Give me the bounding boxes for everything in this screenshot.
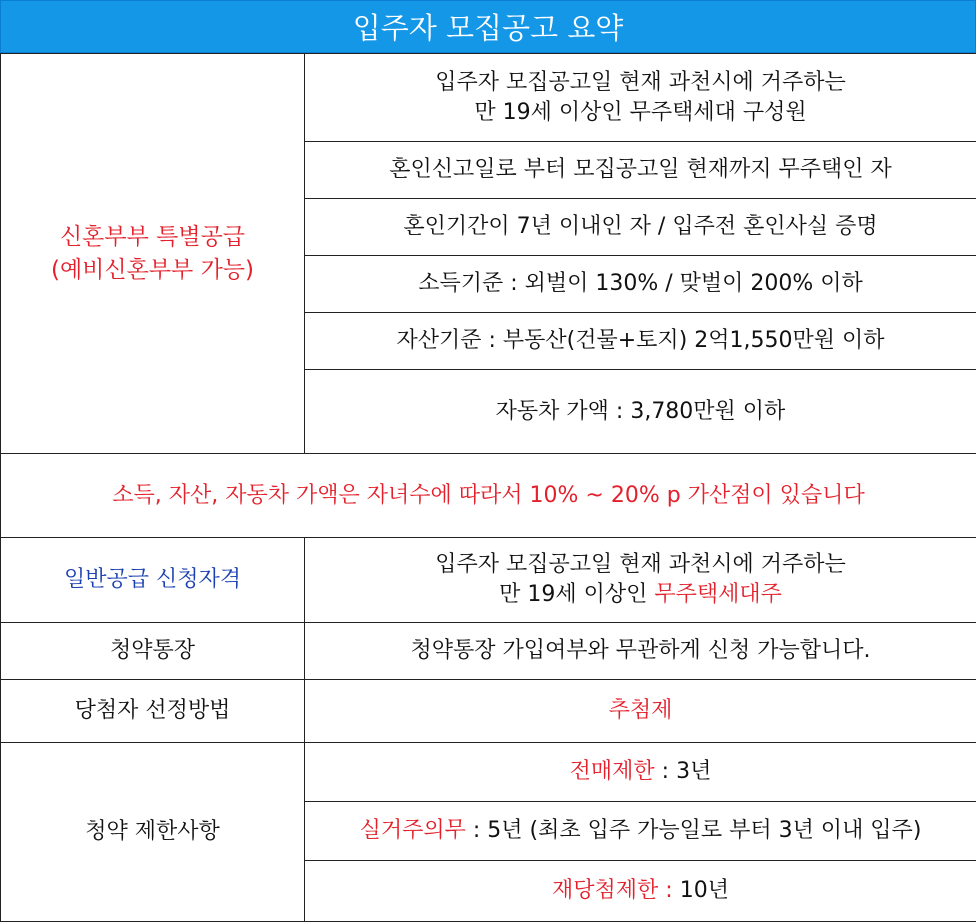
- newlywed-criteria-marriage: 혼인기간이 7년 이내인 자 / 입주전 혼인사실 증명: [305, 199, 976, 256]
- savings-label: 청약통장: [1, 623, 305, 680]
- table-row: [1, 680, 976, 743]
- newlywed-label-cell: [1, 54, 305, 454]
- newlywed-criteria-income: 소득기준 : 외벌이 130% / 맞벌이 200% 이하: [305, 256, 976, 313]
- summary-table: [0, 53, 976, 922]
- restriction-rewin: 재당첨제한 : 10년: [305, 861, 976, 922]
- restrictions-label: 청약 제한사항: [1, 743, 305, 922]
- selection-label: 당첨자 선정방법: [1, 680, 305, 743]
- table-row: [1, 623, 976, 680]
- general-criteria: 입주자 모집공고일 현재 과천시에 거주하는 만 19세 이상인 무주택세대주: [305, 538, 976, 623]
- table-row: [1, 538, 976, 623]
- selection-value: 추첨제: [305, 680, 976, 743]
- newlywed-criteria-assets: 자산기준 : 부동산(건물+토지) 2억1,550만원 이하: [305, 313, 976, 370]
- table-row: [1, 743, 976, 802]
- newlywed-criteria-car: 자동차 가액 : 3,780만원 이하: [305, 370, 976, 454]
- newlywed-criteria-residence: 입주자 모집공고일 현재 과천시에 거주하는 만 19세 이상인 무주택세대 구성원: [305, 54, 976, 142]
- newlywed-label: 신혼부부 특별공급: [59, 223, 246, 250]
- savings-value: 청약통장 가입여부와 무관하게 신청 가능합니다.: [305, 623, 976, 680]
- restriction-resale: 전매제한 : 3년: [305, 743, 976, 802]
- table-row: [1, 54, 976, 142]
- newlywed-criteria-homeless: 혼인신고일로 부터 모집공고일 현재까지 무주택인 자: [305, 142, 976, 199]
- homeless-householder-highlight: 무주택세대주: [654, 582, 782, 607]
- restriction-residence: 실거주의무 : 5년 (최초 입주 가능일로 부터 3년 이내 입주): [305, 802, 976, 861]
- bonus-note: 소득, 자산, 자동차 가액은 자녀수에 따라서 10% ~ 20% p 가산점이 있습니다: [1, 454, 976, 538]
- newlywed-label-sub: (예비신혼부부 가능): [50, 256, 254, 283]
- table-row: [1, 454, 976, 538]
- page-title: 입주자 모집공고 요약: [0, 0, 976, 53]
- general-label: 일반공급 신청자격: [1, 538, 305, 623]
